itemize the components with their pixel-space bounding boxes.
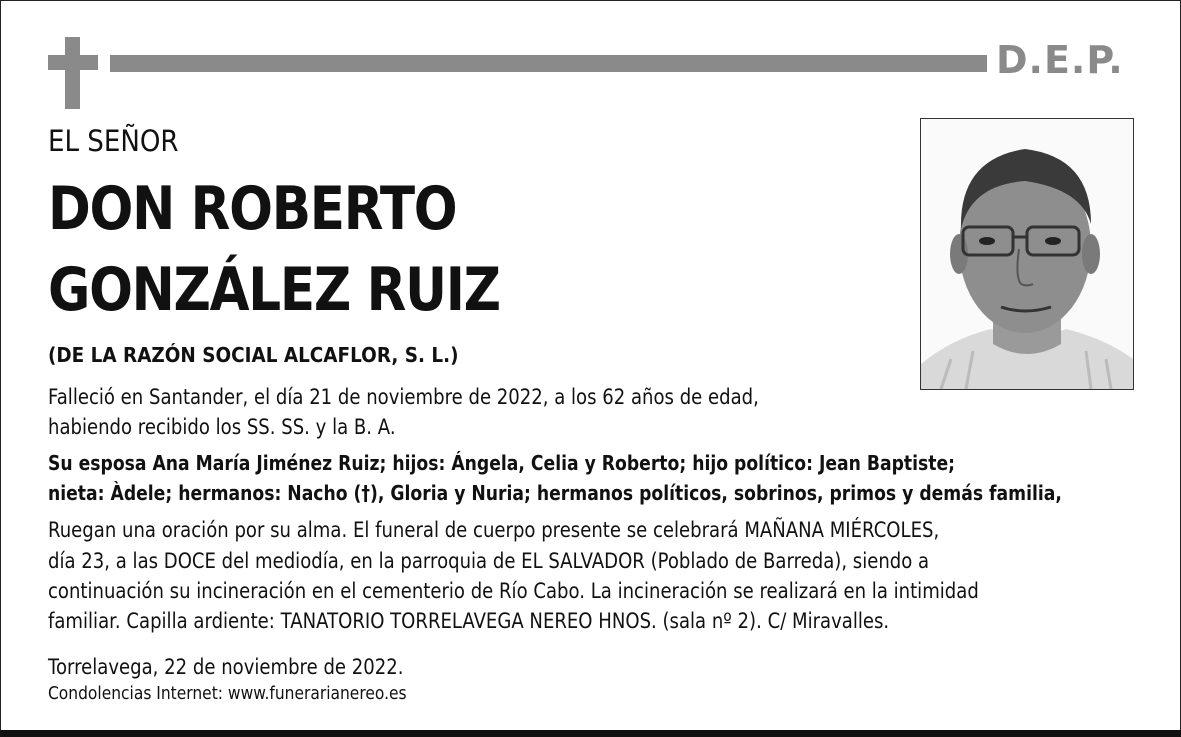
funeral-info-line: continuación su incineración en el cementerio de Río Cabo. La incineración se realizará en la intimidad (48, 579, 979, 603)
bottom-rule (0, 730, 1181, 737)
death-notice-line: Falleció en Santander, el día 21 de noviembre de 2022, a los 62 años de edad, (48, 385, 759, 409)
portrait-photo (920, 118, 1134, 390)
header-rule (110, 55, 987, 72)
deceased-name-line2: GONZÁLEZ RUIZ (48, 255, 500, 325)
funeral-info-line: familiar. Capilla ardiente: TANATORIO TORRELAVEGA NEREO HNOS. (sala nº 2). C/ Miravalles. (48, 609, 890, 633)
funeral-info-line: día 23, a las DOCE del mediodía, en la parroquia de EL SALVADOR (Poblado de Barreda), siendo a (48, 549, 930, 573)
dep-mark: D.E.P. (996, 38, 1124, 82)
condolences-link[interactable]: Condolencias Internet: www.funerarianereo.es (48, 683, 407, 704)
cross-icon (48, 37, 98, 109)
family-line: Su esposa Ana María Jiménez Ruiz; hijos: Ángela, Celia y Roberto; hijo político: Jean Baptiste; (48, 451, 956, 475)
honorific: EL SEÑOR (48, 124, 179, 158)
death-notice-line: habiendo recibido los SS. SS. y la B. A. (48, 415, 396, 439)
family-line: nieta: Àdele; hermanos: Nacho (†), Gloria y Nuria; hermanos políticos, sobrinos, primos y demás familia, (48, 481, 1062, 505)
portrait-image (921, 119, 1133, 389)
company-line: (DE LA RAZÓN SOCIAL ALCAFLOR, S. L.) (48, 343, 459, 367)
deceased-name-line1: DON ROBERTO (48, 174, 457, 244)
funeral-info-line: Ruegan una oración por su alma. El funeral de cuerpo presente se celebrará MAÑANA MIÉRCOLES, (48, 518, 940, 542)
place-date: Torrelavega, 22 de noviembre de 2022. (48, 655, 404, 679)
